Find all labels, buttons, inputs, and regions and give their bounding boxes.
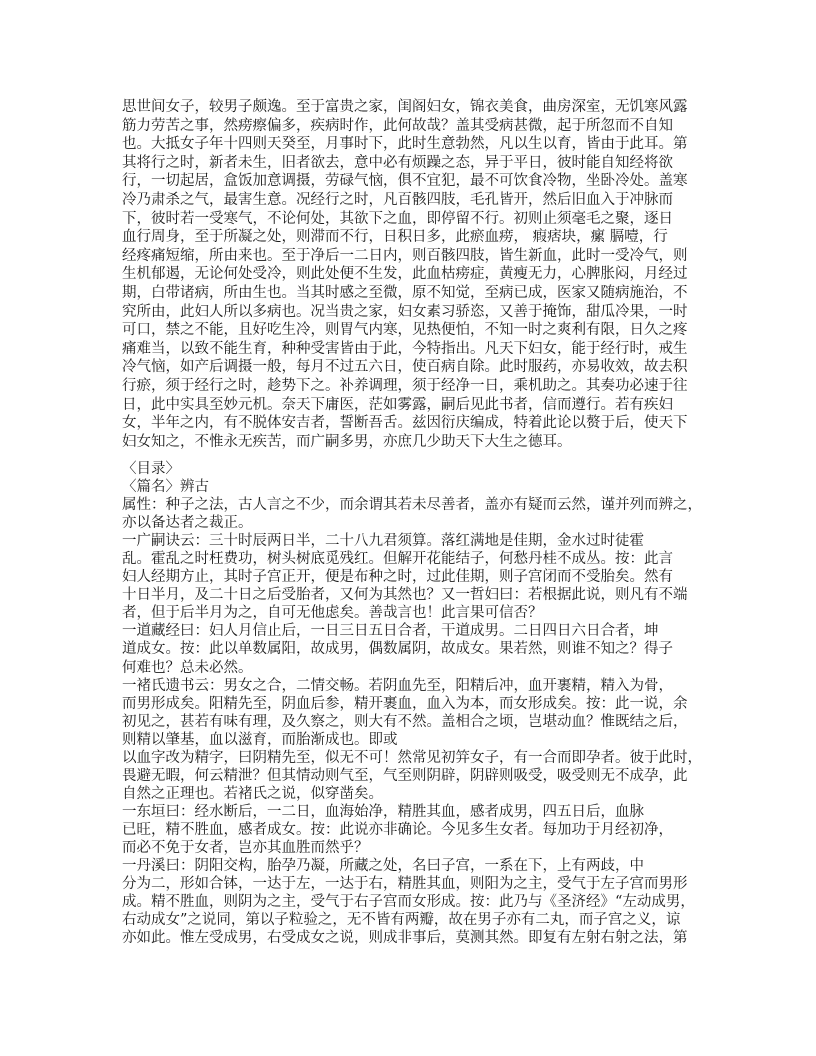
text-line: 思世间女子，较男子颇逸。至于富贵之家，闺阁妇女，锦衣美食，曲房深室，无饥寒风露 (122, 99, 688, 115)
bian-gu-section (122, 460, 702, 947)
text-line: 分为二，形如合钵，一达于左，一达于右，精胜其血，则阳为之主，受气于左子宫而男形 (122, 876, 688, 893)
text-line: 究所由，此妇人所以多病也。况当贵之家，妇女素习骄恣，又善于掩饰，甜瓜冷果，一时 (122, 303, 688, 320)
text-line: 一道藏经曰：妇人月信止后，一日三日五日合者，干道成男。二日四日六日合者，坤 (122, 623, 659, 640)
text-line: 何难也？总未必然。 (122, 659, 253, 676)
text-line: 冷气恼，如产后调摄一般，每月不过五六日，使百病自除。此时服药，亦易收效，故去积 (122, 359, 688, 376)
text-line: 畏避无暇，何云精泄？但其情动则气至，气至则阴辟，阴辟则吸受，吸受则无不成孕，此 (122, 767, 688, 784)
text-line: 一丹溪曰：阴阳交构，胎孕乃凝，所藏之处，名曰子宫，一系在下，上有两歧，中 (122, 858, 644, 875)
text-line: 痛难当，以致不能生育，种种受害皆由于此，今特指出。凡天下妇女，能于经行时，戒生 (122, 340, 688, 357)
text-line: 一广嗣诀云：三十时辰两日半，二十八九君须算。落红满地是佳期，金水过时徒霍 (122, 533, 644, 550)
text-line: 冷乃肃杀之气，最害生意。况经行之时，凡百骸四肢，毛孔皆开，然后旧血入于冲脉而 (122, 191, 673, 208)
text-line: 十日半月，及二十日之后受胎者，又何为其然也？又一哲妇曰：若根据此说，则凡有不端 (122, 587, 688, 604)
chapter-title: 〈篇名〉辨古 (122, 479, 209, 496)
text-line: 一东垣曰：经水断后，一二日，血海始净，精胜其血，感者成男，四五日后，血脉 (122, 803, 644, 820)
text-line: 血行周身，至于所凝之处，则滞而不行，日积日多，此瘀血痨， 瘕痞块，瘰 膈噎，行 (122, 229, 668, 246)
text-line: 日，此中实具至妙元机。奈天下庸医，茫如雾露，嗣后见此书者，信而遵行。若有疾妇 (122, 396, 673, 413)
text-line: 亦如此。惟左受成男，右受成女之说，则成非事后，莫测其然。即复有左射右射之法，第 (122, 930, 688, 947)
text-line: 乱。霍乱之时枉费功，树头树底觅残红。但解开花能结子，何愁丹桂不成丛。按：此言 (122, 551, 673, 568)
text-line: 而必不免于女者，岂亦其血胜而然乎？ (122, 839, 369, 856)
text-line: 生机郁遏，无论何处受冷，则此处便不生发，此血枯痨症，黄瘦无力，心脾胀闷，月经过 (122, 266, 688, 283)
text-line: 而男形成矣。阳精先至，阴血后参，精开裹血，血入为本，而女形成矣。按：此一说，余 (122, 695, 688, 712)
intro-paragraph (122, 98, 702, 451)
text-line: 初见之，甚若有味有理，及久察之，则大有不然。盖相合之顷，岂堪动血？惟既结之后， (122, 713, 688, 730)
text-line: 期，白带诸病，所由生也。当其时感之至微，原不知觉，至病已成，医家又随病施治，不 (122, 284, 688, 301)
text-line: 成。精不胜血，则阴为之主，受气于右子宫而女形成。按：此乃与《圣济经》“左动成男， (122, 894, 695, 911)
text-line: 以血字改为精字，曰阴精先至，似无不可！然常见初笄女子，有一合而即孕者。彼于此时， (122, 749, 702, 766)
text-line: 者，但于后半月为之，自可无他虑矣。善哉言也！此言果可信否？ (122, 605, 543, 622)
text-line: 妇女知之，不惟永无疾苦，而广嗣多男，亦庶几少助天下大生之德耳。 (122, 433, 572, 450)
text-line: 则精以肇基，血以滋育，而胎渐成也。即或 (122, 731, 398, 748)
text-line: 行瘀，须于经行之时，趁势下之。补养调理，须于经净一日，乘机助之。其奏功必速于往 (122, 377, 688, 394)
text-line: 经疼痛短缩，所由来也。至于净后一二日内，则百骸四肢，皆生新血，此时一受冷气，则 (122, 247, 688, 264)
text-line: 也。大抵女子年十四则天癸至，月事时下，此时生意勃然，凡以生以育，皆由于此耳。第 (122, 136, 688, 153)
text-line: 已旺，精不胜血，感者成女。按：此说亦非确论。今见多生女者。每加功于月经初净， (122, 821, 673, 838)
text-line: 其将行之时，新者未生，旧者欲去，意中必有烦躁之态，异于平日，彼时能自知经将欲 (122, 154, 673, 171)
text-line: 女，半年之内，有不脱体安吉者，誓断吾舌。兹因衍庆编成，特着此论以赘于后，使天下 (122, 415, 688, 432)
text-line: 属性：种子之法，古人言之不少，而余谓其若未尽善者，盖亦有疑而云然，谨并列而辨之， (122, 497, 702, 514)
text-line: 一褚氏遗书云：男女之合，二情交畅。若阴血先至，阳精后冲，血开裹精，精入为骨， (122, 677, 673, 694)
text-line: 自然之正理也。若褚氏之说，似穿凿矣。 (122, 785, 383, 802)
text-line: 筋力劳苦之事，然痨瘵偏多，疾病时作，此何故哉？盖其受病甚微，起于所忽而不自知 (122, 117, 673, 134)
text-line: 右动成女”之说同，第以子粒验之，无不皆有两瓣，故在男子亦有二丸，而子宫之义，谅 (122, 912, 681, 929)
toc-heading: 〈目录〉 (122, 461, 180, 477)
text-line: 可口，禁之不能，且好吃生冷，则胃气内寒，见热便怕，不知一时之爽利有限，日久之疼 (122, 322, 688, 339)
text-line: 行，一切起居，盒饭加意调摄，劳碌气恼，俱不宜犯，最不可饮食冷物，坐卧冷处。盖寒 (122, 173, 688, 190)
text-line: 下，彼时若一受寒气，不论何处，其欲下之血，即停留不行。初则止须毫毛之聚，逐日 (122, 210, 673, 227)
text-line: 道成女。按：此以单数属阳，故成男，偶数属阴，故成女。果若然，则谁不知之？得子 (122, 641, 673, 658)
text-line: 妇人经期方止，其时子宫正开，便是布种之时，过此佳期，则子宫闭而不受胎矣。然有 (122, 569, 673, 586)
text-line: 亦以备达者之裁正。 (122, 515, 253, 532)
